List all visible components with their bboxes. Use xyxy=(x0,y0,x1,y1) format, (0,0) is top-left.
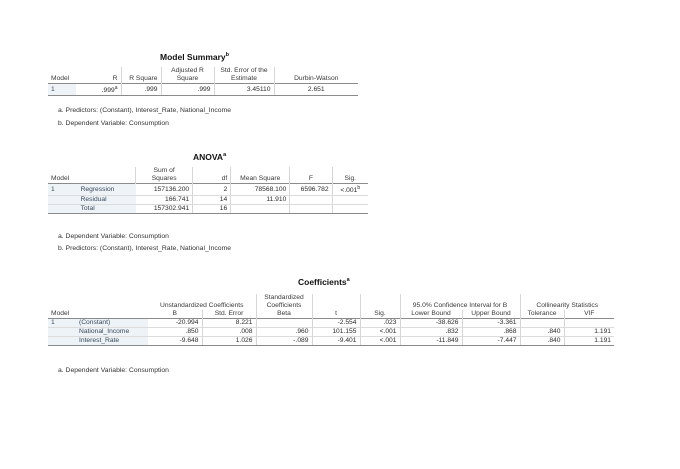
cell-std-error: 1.026 xyxy=(202,337,256,346)
anova-table xyxy=(48,167,368,214)
row-label: Residual xyxy=(78,196,136,205)
coefficients-title: Coefficients$^a$ xyxy=(298,277,350,287)
cell-ss: 157136.200 xyxy=(136,184,193,196)
anova-title: ANOVA$^a$ xyxy=(193,152,227,162)
row-label: Total xyxy=(78,205,136,214)
cell-sig: <.001$^b$ xyxy=(332,184,368,196)
cell-lower-bound: -11.849 xyxy=(400,337,462,346)
col-header-model: Model xyxy=(51,75,70,82)
cell-r-square: .999 xyxy=(121,84,161,96)
col-header-vif: VIF xyxy=(564,310,614,319)
col-header-r: R xyxy=(112,75,118,82)
table-row xyxy=(48,337,614,346)
col-group-unstandardized: Unstandardized Coefficients xyxy=(159,302,244,309)
col-header-b: B xyxy=(172,310,177,317)
col-group-confidence-interval: 95.0% Confidence Interval for B xyxy=(400,294,520,310)
cell-sig: <.001 xyxy=(360,328,400,337)
col-header-model: Model xyxy=(51,310,70,317)
cell-tolerance xyxy=(520,319,564,328)
row-label: Interest_Rate xyxy=(76,337,148,346)
col-group-standardized: Standardized Coefficients xyxy=(256,294,312,310)
cell-sig: <.001 xyxy=(360,337,400,346)
col-header-model: Model xyxy=(51,175,70,182)
table-row xyxy=(48,319,614,328)
cell-f xyxy=(290,205,332,214)
col-header-tolerance: Tolerance xyxy=(520,310,564,319)
row-label: National_Income xyxy=(76,328,148,337)
footnote: b. Dependent Variable: Consumption xyxy=(58,120,169,127)
col-header-lower-bound: Lower Bound xyxy=(400,310,462,319)
footnote: b. Predictors: (Constant), Interest_Rate, National_Income xyxy=(58,245,232,252)
cell-lower-bound: .832 xyxy=(400,328,462,337)
col-header-r-square: R Square xyxy=(121,67,161,84)
cell-sig xyxy=(332,196,368,205)
cell-f xyxy=(290,196,332,205)
col-header-std-error: Std. Error xyxy=(202,310,256,319)
model-number: 1 xyxy=(48,84,76,96)
cell-df: 14 xyxy=(193,196,231,205)
cell-ms: 11.910 xyxy=(231,196,290,205)
table-row xyxy=(48,184,368,196)
cell-lower-bound: -38.626 xyxy=(400,319,462,328)
table-row xyxy=(48,196,368,205)
cell-sig: .023 xyxy=(360,319,400,328)
cell-t: 101.155 xyxy=(312,328,360,337)
col-header-adjusted-r-square: Adjusted R Square xyxy=(161,67,214,84)
model-number: 1 xyxy=(48,184,78,196)
col-group-collinearity: Collinearity Statistics xyxy=(520,294,614,310)
model-number: 1 xyxy=(48,319,76,328)
cell-beta: -.089 xyxy=(256,337,312,346)
footnote: a. Predictors: (Constant), Interest_Rate, National_Income xyxy=(58,107,232,114)
cell-beta xyxy=(256,319,312,328)
col-header-durbin-watson: Durbin-Watson xyxy=(274,67,358,84)
cell-b: .850 xyxy=(148,328,202,337)
cell-ms: 78568.100 xyxy=(231,184,290,196)
row-label: Regression xyxy=(78,184,136,196)
table-row xyxy=(48,205,368,214)
coefficients-table xyxy=(48,294,614,346)
model-summary-table xyxy=(48,67,358,96)
table-row xyxy=(48,328,614,337)
cell-df: 16 xyxy=(193,205,231,214)
cell-adjusted-r-square: .999 xyxy=(161,84,214,96)
col-header-f: F xyxy=(290,167,332,184)
col-header-df: df xyxy=(193,167,231,184)
col-header-sig: Sig. xyxy=(332,167,368,184)
cell-b: -9.648 xyxy=(148,337,202,346)
cell-tolerance: .840 xyxy=(520,337,564,346)
cell-ss: 157302.941 xyxy=(136,205,193,214)
cell-tolerance: .840 xyxy=(520,328,564,337)
cell-std-error: 3.45110 xyxy=(214,84,274,96)
cell-vif: 1.191 xyxy=(564,328,614,337)
cell-t: -9.401 xyxy=(312,337,360,346)
cell-ss: 166.741 xyxy=(136,196,193,205)
footnote: a. Dependent Variable: Consumption xyxy=(58,233,169,240)
cell-std-error: 8.221 xyxy=(202,319,256,328)
cell-ms xyxy=(231,205,290,214)
cell-r: .999$^a$ xyxy=(76,84,121,96)
col-header-beta: Beta xyxy=(256,310,312,319)
col-header-mean-square: Mean Square xyxy=(231,167,290,184)
col-header-sig: Sig. xyxy=(360,310,400,319)
cell-upper-bound: .868 xyxy=(462,328,520,337)
cell-vif xyxy=(564,319,614,328)
cell-std-error: .008 xyxy=(202,328,256,337)
cell-upper-bound: -3.361 xyxy=(462,319,520,328)
col-header-sum-of-squares: Sum of Squares xyxy=(136,167,193,184)
col-header-upper-bound: Upper Bound xyxy=(462,310,520,319)
col-header-std-error: Std. Error of the Estimate xyxy=(214,67,274,84)
cell-b: -20.994 xyxy=(148,319,202,328)
cell-sig xyxy=(332,205,368,214)
col-header-t: t xyxy=(312,310,360,319)
cell-beta: .960 xyxy=(256,328,312,337)
cell-f: 6596.782 xyxy=(290,184,332,196)
row-label: (Constant) xyxy=(76,319,148,328)
table-row xyxy=(48,84,358,96)
cell-t: -2.554 xyxy=(312,319,360,328)
model-summary-title: Model Summary$^b$ xyxy=(160,52,230,62)
cell-vif: 1.191 xyxy=(564,337,614,346)
footnote: a. Dependent Variable: Consumption xyxy=(58,367,169,374)
cell-df: 2 xyxy=(193,184,231,196)
cell-durbin-watson: 2.651 xyxy=(274,84,358,96)
cell-upper-bound: -7.447 xyxy=(462,337,520,346)
